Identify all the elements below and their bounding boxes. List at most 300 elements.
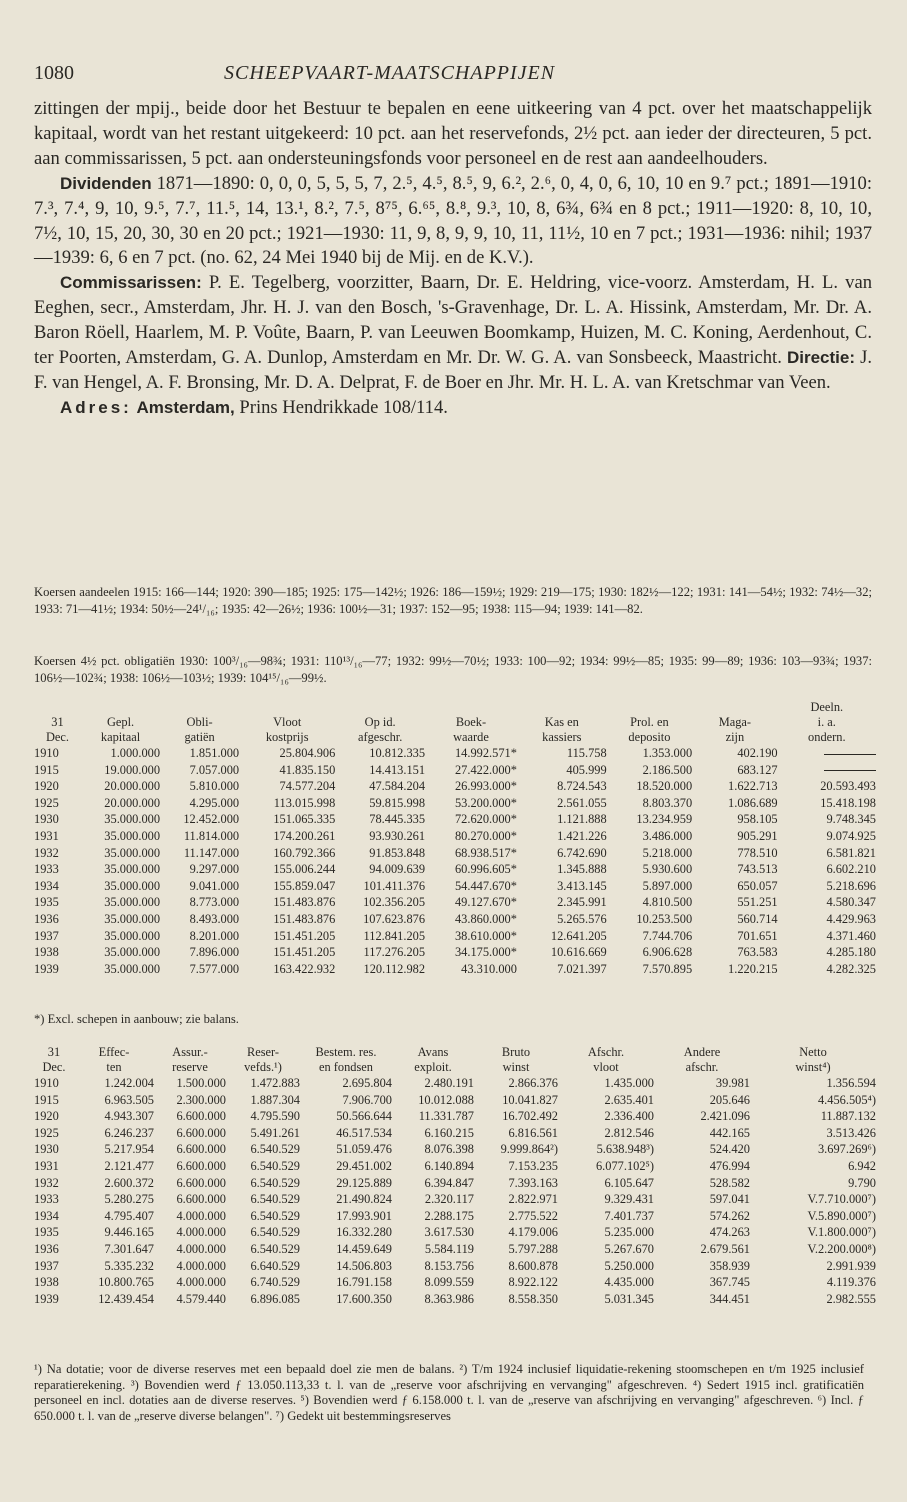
table-cell: 9.446.165 (104, 1225, 154, 1240)
table-cell: 115.758 (566, 746, 607, 760)
table-cell: 8.363.986 (424, 1291, 474, 1306)
table-cell: 18.520.000 (636, 779, 693, 794)
page-header (34, 62, 873, 90)
table-cell: 10.041.827 (502, 1092, 558, 1107)
table-cell: 27.422.000* (454, 762, 517, 777)
table-cell: 1920 (34, 779, 59, 794)
column-header-line: 31 (51, 715, 64, 729)
column-header-line: Op id. (364, 715, 396, 729)
bond-prices-text: Koersen 4½ pct. obligatiën 1930: 100³/₁₆—98¾; 1931: 110¹³/₁₆—77; 1932: 99½—70½; 1933: 100—92; 1934: 99½—85; 1935: 99—89; 1936: 103—93¾; 1937: 106½—102¾; 1938: 106½—103½; 1939: 104¹⁵/₁₆—99½. (34, 654, 872, 685)
table-cell: 72.620.000* (454, 812, 517, 827)
table1-column-header (160, 700, 239, 745)
table-cell: V.2.200.000⁸) (807, 1241, 876, 1256)
table-cell: 120.112.982 (363, 961, 426, 976)
table-cell: 11.331.787 (418, 1109, 474, 1124)
table-cell: 26.993.000* (454, 779, 517, 794)
table-cell: 1937 (34, 928, 59, 943)
table-row (34, 795, 876, 812)
table-cell: 7.570.895 (642, 961, 693, 976)
dividend-label: Dividenden (60, 173, 152, 193)
table-cell: 2.121.477 (104, 1158, 154, 1173)
table-cell: 1930 (34, 812, 59, 827)
table-cell: 344.451 (709, 1291, 750, 1306)
table-cell: 1.622.713 (728, 779, 778, 794)
table-cell: 2.186.500 (642, 762, 693, 777)
table-cell: 50.566.644 (336, 1109, 392, 1124)
table-cell: 1939 (34, 961, 59, 976)
table-cell: 35.000.000 (104, 845, 161, 860)
balance-table-body (34, 745, 876, 977)
column-header-line: Avans (417, 1045, 449, 1059)
table-cell: 1938 (34, 945, 59, 960)
table-cell: 17.600.350 (336, 1291, 392, 1306)
table1-column-header (607, 700, 692, 745)
table-cell: 117.276.205 (363, 945, 426, 960)
table-cell: 16.332.280 (336, 1225, 392, 1240)
table-cell: 4.795.407 (104, 1208, 154, 1223)
table-cell (778, 745, 876, 762)
table-cell: 1910 (34, 1076, 59, 1090)
table-cell: 2.561.055 (557, 795, 607, 810)
table-cell: 701.651 (737, 928, 778, 943)
footnotes-text: ¹) Na dotatie; voor de diverse reserves met een bepaald doel zie men de balans. ²) T/m 1924 inclusief liquidatie-rekening stoomschepen en t/m 1925 inclusief reparatierekening. ³) Bovendien werd ƒ 13.050.113,33 t. l. van de „reserve voor afschrijving en vervanging" afgeschreven. ⁴) Sedert 1915 incl. gratificatiën personeel en incl. dotaties aan de diverse reserves. ⁵) Bovendien werd ƒ 6.158.000 t. l. van de „reserve van afschrijving en vervanging" afgeschreven. ⁶) Incl. ƒ 650.000 t. l. van de „reserve diverse belangen". ⁷) Gedekt uit bestemmingsreserves (34, 1362, 864, 1423)
table-cell: 6.160.215 (424, 1125, 474, 1140)
table-cell: 155.859.047 (273, 878, 336, 893)
table-cell: 4.795.590 (250, 1109, 300, 1124)
table-cell (778, 762, 876, 779)
table-cell: 1915 (34, 762, 59, 777)
table-cell: 1936 (34, 911, 59, 926)
table-cell: 7.057.000 (189, 762, 240, 777)
table-cell: 8.600.878 (508, 1258, 558, 1273)
table-cell: 7.401.737 (604, 1208, 654, 1223)
column-header-line: Andere (683, 1045, 721, 1059)
table-cell: 6.077.102⁵) (595, 1158, 654, 1173)
table-cell: 19.000.000 (104, 762, 161, 777)
table-cell: 6.906.628 (642, 945, 693, 960)
table-cell: 905.291 (737, 828, 778, 843)
table-cell: 2.635.401 (604, 1092, 654, 1107)
table-cell: 4.429.963 (826, 911, 876, 926)
table-cell: 1933 (34, 1192, 59, 1207)
table2-column-header (74, 1045, 154, 1075)
table-cell: 163.422.932 (273, 961, 336, 976)
empty-cell-dash (824, 754, 876, 755)
table-cell: 4.295.000 (189, 795, 240, 810)
table-cell: 101.411.376 (363, 878, 426, 893)
table-cell: 151.065.335 (273, 812, 336, 827)
table-cell: 7.906.700 (342, 1092, 392, 1107)
table-cell: 2.982.555 (826, 1291, 876, 1306)
table-row (34, 1108, 876, 1125)
column-header-line: kostprijs (265, 730, 309, 744)
table2-column-header (654, 1045, 750, 1075)
table-cell: 21.490.824 (336, 1192, 392, 1207)
balance-table (34, 700, 876, 977)
table-cell: 6.540.529 (250, 1225, 300, 1240)
table-cell: 29.451.002 (336, 1158, 392, 1173)
table-cell: 7.577.000 (189, 961, 240, 976)
table-row (34, 1274, 876, 1291)
table-cell: 35.000.000 (104, 862, 161, 877)
table-cell: 7.896.000 (189, 945, 240, 960)
table-cell: 9.041.000 (189, 878, 240, 893)
table-cell: 35.000.000 (104, 945, 161, 960)
directors-label: Directie: (786, 348, 855, 368)
table-cell: 1930 (34, 1142, 59, 1157)
table-cell: 7.021.397 (557, 961, 607, 976)
table-cell: 6.600.000 (176, 1158, 226, 1173)
table-cell: 205.646 (709, 1092, 750, 1107)
table2-column-header (474, 1045, 558, 1075)
table-cell: 2.822.971 (508, 1192, 558, 1207)
table-cell: 151.483.876 (273, 911, 336, 926)
column-header-line: ondern. (808, 730, 846, 744)
profit-distribution-paragraph: zittingen der mpij., beide door het Bestuur te bepalen en eene uitkeering van 4 pct. over het maatschappelijk kapitaal, wordt van het restant uitgekeerd: 10 pct. aan het reservefonds, 2½ pct. aan ieder der directeuren, 5 pct. aan commissarissen, 5 pct. aan ondersteuningsfonds voor personeel en de rest aan aandeelhouders. (34, 98, 872, 169)
table-cell: 6.600.000 (176, 1142, 226, 1157)
table-cell: 10.012.088 (418, 1092, 474, 1107)
table1-column-header (34, 700, 81, 745)
column-header-line: winst (502, 1060, 530, 1074)
table-cell: 5.335.232 (104, 1258, 154, 1273)
table-row (34, 1125, 876, 1142)
table-cell: 8.803.370 (642, 795, 693, 810)
table-cell: 4.810.500 (642, 895, 693, 910)
column-header-line: Reser- (246, 1045, 280, 1059)
dividend-paragraph (34, 172, 872, 272)
table-cell: 9.297.000 (189, 862, 240, 877)
table-row (34, 1258, 876, 1275)
table-cell: 2.480.191 (424, 1076, 474, 1090)
column-header-line: Afschr. (587, 1045, 625, 1059)
table-cell: 551.251 (737, 895, 778, 910)
table-cell: 12.641.205 (550, 928, 607, 943)
table-cell: 4.943.307 (104, 1109, 154, 1124)
table-cell: 6.394.847 (424, 1175, 474, 1190)
table-cell: 3.513.426 (826, 1125, 876, 1140)
table-cell: 1.472.883 (250, 1076, 300, 1090)
table-cell: 25.804.906 (279, 746, 336, 760)
table-cell: 151.483.876 (273, 895, 336, 910)
table-cell: 4.000.000 (176, 1208, 226, 1223)
table-cell: 1934 (34, 878, 59, 893)
results-table-header (34, 1045, 876, 1075)
column-header-line: Effec- (98, 1045, 130, 1059)
table-cell: 3.697.269⁶) (817, 1142, 876, 1157)
table-cell: 1.421.226 (557, 828, 607, 843)
column-header-line: zijn (725, 730, 745, 744)
table-cell: 6.640.529 (250, 1258, 300, 1273)
table-cell: 574.262 (709, 1208, 750, 1223)
table-cell: 1.242.004 (104, 1076, 154, 1090)
table-cell: 958.105 (737, 812, 778, 827)
table-cell: 53.200.000* (454, 795, 517, 810)
table-cell: 6.816.561 (508, 1125, 558, 1140)
table-cell: 2.679.561 (700, 1241, 750, 1256)
column-header-line: 31 (47, 1045, 61, 1059)
table-cell: 1931 (34, 828, 59, 843)
table-cell: 4.119.376 (826, 1275, 876, 1290)
table-cell: 35.000.000 (104, 961, 161, 976)
column-header-line: deposito (628, 730, 671, 744)
table-cell: 1936 (34, 1241, 59, 1256)
table-cell: 14.413.151 (369, 762, 426, 777)
table-cell: 650.057 (737, 878, 778, 893)
table-row (34, 1191, 876, 1208)
table-cell: 528.582 (709, 1175, 750, 1190)
table-cell: 8.773.000 (189, 895, 240, 910)
table-row (34, 1291, 876, 1308)
bond-prices (34, 653, 872, 686)
column-header-line: kapitaal (100, 730, 141, 744)
table-cell: 20.000.000 (104, 779, 161, 794)
table-cell: 524.420 (709, 1142, 750, 1157)
table-cell: 4.179.006 (508, 1225, 558, 1240)
table-row (34, 928, 876, 945)
table-cell: 9.790 (848, 1175, 876, 1190)
table1-column-header (425, 700, 517, 745)
table-cell: 10.253.500 (636, 911, 693, 926)
table-cell: 6.600.000 (176, 1125, 226, 1140)
table-cell: 20.000.000 (104, 795, 161, 810)
table-cell: 5.265.576 (557, 911, 607, 926)
table-cell: 11.887.132 (820, 1109, 876, 1124)
table-cell: 91.853.848 (369, 845, 426, 860)
table-cell: 6.540.529 (250, 1208, 300, 1223)
table-cell: 102.356.205 (363, 895, 426, 910)
results-table (34, 1045, 876, 1307)
table-cell: 93.930.261 (369, 828, 426, 843)
table-cell: 1932 (34, 1175, 59, 1190)
table-cell: 1.353.000 (642, 746, 693, 760)
table-cell: 35.000.000 (104, 911, 161, 926)
table-cell: 6.600.000 (176, 1192, 226, 1207)
table-cell: 10.616.669 (550, 945, 607, 960)
table-cell: 476.994 (709, 1158, 750, 1173)
table-cell: 8.493.000 (189, 911, 240, 926)
table-cell: 6.742.690 (557, 845, 607, 860)
table-cell: 4.282.325 (826, 961, 876, 976)
table1-column-header (778, 700, 876, 745)
table-row (34, 1158, 876, 1175)
table2-column-header (750, 1045, 876, 1075)
empty-cell-dash (824, 770, 876, 771)
table-cell: 12.452.000 (183, 812, 240, 827)
column-header-line: vefds.¹) (244, 1060, 282, 1074)
table-cell: 2.336.400 (604, 1109, 654, 1124)
table-cell: 6.540.529 (250, 1192, 300, 1207)
table-cell: 6.963.505 (104, 1092, 154, 1107)
table1-column-header (692, 700, 777, 745)
table-cell: 6.540.529 (250, 1158, 300, 1173)
table-cell: 5.797.288 (508, 1241, 558, 1256)
table-cell: 59.815.998 (369, 795, 426, 810)
table-cell: 5.638.948³) (596, 1142, 654, 1157)
column-header-line: exploit. (414, 1060, 452, 1074)
table-cell: 1937 (34, 1258, 59, 1273)
table-cell: 60.996.605* (454, 862, 517, 877)
table-cell: 4.579.440 (176, 1291, 226, 1306)
table-cell: 778.510 (737, 845, 778, 860)
table-cell: 2.866.376 (508, 1076, 558, 1090)
table-cell: 4.000.000 (176, 1258, 226, 1273)
table-cell: 6.540.529 (250, 1241, 300, 1256)
table-cell: 4.580.347 (826, 895, 876, 910)
table1-column-header (335, 700, 425, 745)
table-cell: 1.000.000 (110, 746, 161, 760)
table-cell: 80.270.000* (454, 828, 517, 843)
table-cell: 43.310.000 (461, 961, 517, 976)
table-cell: 160.792.366 (273, 845, 336, 860)
table-cell: 5.235.000 (604, 1225, 654, 1240)
table-cell: 38.610.000* (454, 928, 517, 943)
table-cell: 6.602.210 (826, 862, 876, 877)
table-cell: 6.740.529 (250, 1275, 300, 1290)
table-row (34, 894, 876, 911)
footnotes (34, 1362, 864, 1424)
column-header-line: afgeschr. (357, 730, 403, 744)
table-cell: 6.896.085 (250, 1291, 300, 1306)
table-cell: 6.246.237 (104, 1125, 154, 1140)
table-cell: 7.153.235 (508, 1158, 558, 1173)
table-row (34, 1241, 876, 1258)
table2-column-header (154, 1045, 226, 1075)
table-row (34, 1075, 876, 1092)
table-cell: 39.981 (715, 1076, 750, 1090)
column-header-line: waarde (453, 730, 489, 744)
column-header-line: reserve (172, 1060, 208, 1074)
column-header-line: Prol. en (630, 715, 669, 729)
table-cell: 7.744.706 (642, 928, 693, 943)
share-prices-text: Koersen aandeelen 1915: 166—144; 1920: 390—185; 1925: 175—142½; 1926: 186—159½; 1929: 219—175; 1930: 182½—122; 1931: 141—54½; 1932: 74½—32; 1933: 71—41½; 1934: 50½—24¹/₁₆; 1935: 42—26½; 1936: 100½—31; 1937: 152—95; 1938: 115—94; 1939: 141—82. (34, 585, 872, 616)
table-cell: 1933 (34, 862, 59, 877)
table1-column-header (81, 700, 160, 745)
table-cell: 1931 (34, 1158, 59, 1173)
table-cell: 1.356.594 (826, 1076, 876, 1090)
table-cell: 35.000.000 (104, 828, 161, 843)
address-label: Adres: (60, 397, 132, 417)
table-cell: 4.000.000 (176, 1241, 226, 1256)
table-cell: 4.371.460 (826, 928, 876, 943)
table-cell: 2.775.522 (508, 1208, 558, 1223)
table-cell: 5.250.000 (604, 1258, 654, 1273)
column-header-line: Assur.- (172, 1045, 208, 1059)
board-paragraph (34, 271, 872, 396)
table-row (34, 1224, 876, 1241)
table-cell: 43.860.000* (454, 911, 517, 926)
table-cell: 107.623.876 (363, 911, 426, 926)
table-cell: 68.938.517* (454, 845, 517, 860)
table-row (34, 1141, 876, 1158)
table-cell: 4.000.000 (176, 1225, 226, 1240)
table-cell: 1.086.689 (728, 795, 778, 810)
table1-column-header (517, 700, 607, 745)
table-cell: 7.393.163 (508, 1175, 558, 1190)
column-header-line: ten (106, 1060, 122, 1074)
table-cell: 47.584.204 (369, 779, 426, 794)
table-cell: 1925 (34, 1125, 59, 1140)
table-row (34, 944, 876, 961)
table-row (34, 1092, 876, 1109)
table-cell: 6.105.647 (604, 1175, 654, 1190)
table-cell: 11.147.000 (183, 845, 240, 860)
table-cell: 6.540.529 (250, 1175, 300, 1190)
table-cell: 16.702.492 (502, 1109, 558, 1124)
table-row (34, 762, 876, 779)
table-row (34, 861, 876, 878)
table-cell: 41.835.150 (279, 762, 336, 777)
table-cell: 14.992.571* (454, 746, 517, 760)
table-cell: 151.451.205 (273, 945, 336, 960)
table-cell: 5.810.000 (189, 779, 240, 794)
table-cell: 6.140.894 (424, 1158, 474, 1173)
balance-table-note: *) Excl. schepen in aanbouw; zie balans. (34, 1012, 239, 1026)
table-cell: 1.435.000 (604, 1076, 654, 1090)
table-cell: 3.486.000 (642, 828, 693, 843)
table-cell: 155.006.244 (273, 862, 336, 877)
column-header-line: i. a. (817, 715, 836, 729)
column-header-line: Boek- (455, 715, 487, 729)
table-cell: 112.841.205 (363, 928, 426, 943)
column-header-line: Obli- (186, 715, 213, 729)
table-cell: 7.301.647 (104, 1241, 154, 1256)
table-cell: 174.200.261 (273, 828, 336, 843)
column-header-line: en fondsen (318, 1060, 374, 1074)
results-table-body (34, 1075, 876, 1307)
table-cell: 442.165 (709, 1125, 750, 1140)
table-cell: 8.153.756 (424, 1258, 474, 1273)
table2-column-header (300, 1045, 392, 1075)
table-cell: 35.000.000 (104, 895, 161, 910)
column-header-line: Bruto (501, 1045, 531, 1059)
commissioners-text: P. E. Tegelberg, voorzitter, Baarn, Dr. E. Heldring, vice-voorz. Amsterdam, H. L. van Eeghen, secr., Amsterdam, Jhr. H. J. van den Bosch, 's-Gravenhage, Dr. L. A. Hissink, Amsterdam, Mr. Dr. A. Baron Röell, Haarlem, M. P. Voûte, Baarn, P. van Leeuwen Boomkamp, Huizen, M. C. Koning, Aerdenhout, C. ter Poorten, Amsterdam, G. A. Dunlop, Amsterdam en Mr. Dr. W. G. A. van Sonsbeeck, Maastricht. (34, 272, 872, 369)
table-cell: 4.456.505⁴) (817, 1092, 876, 1107)
table-cell: 8.724.543 (557, 779, 607, 794)
column-header-line: Gepl. (106, 715, 135, 729)
table-cell: 683.127 (737, 762, 778, 777)
table-row (34, 811, 876, 828)
dividend-text: 1871—1890: 0, 0, 0, 5, 5, 5, 7, 2.⁵, 4.⁵, 8.⁵, 9, 6.², 2.⁶, 0, 4, 0, 6, 10, 10 en 9.⁷ pct.; 1891—1910: 7.³, 7.⁴, 9, 10, 9.⁵, 7.⁷, 11.⁵, 14, 13.¹, 8.², 7.⁵, 8⁷⁵, 6.⁶⁵, 8.⁸, 9.³, 10, 8, 6¾, 6¾ en 8 pct.; 1911—1920: 8, 10, 10, 7½, 10, 15, 20, 30, 30 en 20 pct.; 1921—1930: 11, 9, 8, 9, 9, 10, 11, 11½, 10 en 7 pct.; 1931—1936: nihil; 1937—1939: 6, 6 en 7 pct. (no. 62, 24 Mei 1940 bij de Mij. en de K.V.). (34, 172, 872, 269)
company-description (34, 97, 872, 421)
column-header-line: kassiers (542, 730, 582, 744)
table-cell: 1939 (34, 1291, 59, 1306)
table-cell: 5.280.275 (104, 1192, 154, 1207)
table2-column-header (558, 1045, 654, 1075)
table-cell: 8.099.559 (424, 1275, 474, 1290)
column-header-line: winst⁴) (795, 1060, 831, 1074)
table-cell: 402.190 (737, 746, 778, 760)
table-row (34, 961, 876, 978)
address-text: Prins Hendrikkade 108/114. (234, 396, 448, 418)
table-cell: 6.540.529 (250, 1142, 300, 1157)
table-cell: 17.993.901 (336, 1208, 392, 1223)
table-cell: 1.220.215 (728, 961, 778, 976)
table-cell: 1.121.888 (557, 812, 607, 827)
table-cell: 35.000.000 (104, 812, 161, 827)
table-cell: 46.517.534 (336, 1125, 392, 1140)
table-cell: 2.300.000 (176, 1092, 226, 1107)
table-cell: 1932 (34, 845, 59, 860)
table-cell: 1.500.000 (176, 1076, 226, 1090)
column-header-line: Kas en (544, 715, 579, 729)
table-cell: 35.000.000 (104, 878, 161, 893)
table-cell: 3.617.530 (424, 1225, 474, 1240)
commissioners-label: Commissarissen: (60, 273, 202, 293)
table-cell: 1934 (34, 1208, 59, 1223)
table-row (34, 778, 876, 795)
table2-column-header (34, 1045, 74, 1075)
column-header-line: Maga- (718, 715, 752, 729)
